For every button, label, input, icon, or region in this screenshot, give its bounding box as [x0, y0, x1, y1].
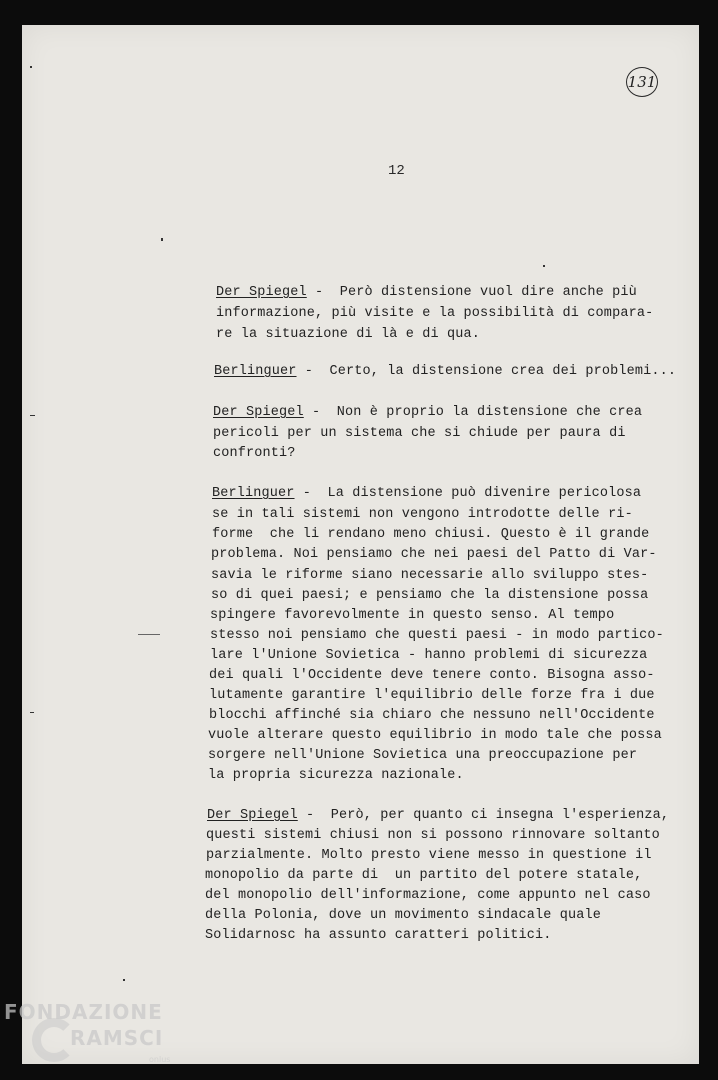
scan-speck — [30, 415, 35, 416]
dialogue-line: informazione, più visite e la possibilità di compara- — [216, 306, 654, 321]
scan-speck — [543, 265, 545, 267]
scan-speck — [161, 238, 163, 241]
archive-watermark-logo — [4, 1000, 184, 1078]
dialogue-first-line: Però distensione vuol dire anche più — [339, 285, 637, 300]
dialogue-line: lutamente garantire l'equilibrio delle forze fra i due — [209, 688, 655, 703]
speaker-name: Berlinguer — [214, 364, 297, 379]
dialogue-line: Solidarnosc ha assunto caratteri politici. — [205, 928, 552, 943]
dialogue-line: spingere favorevolmente in questo senso. Al tempo — [210, 608, 615, 623]
speaker-name: Der Spiegel — [207, 808, 298, 823]
scan-speck — [30, 712, 34, 713]
speaker-name: Berlinguer — [212, 486, 295, 501]
dialogue-entry: Der Spiegel - Però distensione vuol dire anche più — [216, 285, 637, 300]
dialogue-line: monopolio da parte di un partito del potere statale, — [205, 868, 643, 883]
dialogue-line: la propria sicurezza nazionale. — [208, 768, 464, 783]
dialogue-line: confronti? — [213, 446, 296, 461]
dialogue-first-line: La distensione può divenire pericolosa — [327, 486, 642, 501]
dialogue-line: savia le riforme siano necessarie allo sviluppo stes- — [211, 568, 649, 583]
dialogue-line: so di quei paesi; e pensiamo che la distensione possa — [211, 588, 649, 603]
dialogue-line: vuole alterare questo equilibrio in modo tale che possa — [208, 728, 662, 743]
dialogue-line: sorgere nell'Unione Sovietica una preoccupazione per — [208, 748, 638, 763]
dialogue-line: questi sistemi chiusi non si possono rinnovare soltanto — [206, 828, 660, 843]
dialogue-first-line: Non è proprio la distensione che crea — [336, 405, 643, 420]
dialogue-entry: Der Spiegel - Però, per quanto ci insegna l'esperienza, — [207, 808, 670, 823]
dialogue-line: del monopolio dell'informazione, come appunto nel caso — [205, 888, 651, 903]
scan-speck — [138, 634, 160, 635]
dialogue-line: forme che li rendano meno chiusi. Questo è il grande — [212, 527, 650, 542]
dialogue-line: lare l'Unione Sovietica - hanno problemi di sicurezza — [210, 648, 648, 663]
speaker-name: Der Spiegel — [216, 285, 307, 300]
dialogue-line: re la situazione di là e di qua. — [216, 327, 481, 342]
dialogue-line: pericoli per un sistema che si chiude per paura di — [213, 426, 626, 441]
dialogue-line: blocchi affinché sia chiaro che nessuno nell'Occidente — [209, 708, 655, 723]
dialogue-entry: Der Spiegel - Non è proprio la distensione che crea — [213, 405, 643, 420]
dialogue-line: dei quali l'Occidente deve tenere conto. Bisogna asso- — [209, 668, 655, 683]
dialogue-line: della Polonia, dove un movimento sindacale quale — [205, 908, 602, 923]
page-number: 12 — [388, 163, 405, 179]
dialogue-first-line: Però, per quanto ci insegna l'esperienza, — [330, 808, 670, 823]
scan-speck — [30, 66, 32, 68]
watermark-subtitle: onlus — [149, 1055, 171, 1064]
dialogue-entry: Berlinguer - La distensione può divenire pericolosa — [212, 486, 642, 501]
dialogue-first-line: Certo, la distensione crea dei problemi... — [329, 364, 677, 379]
scan-speck — [123, 979, 125, 981]
dialogue-line: parzialmente. Molto presto viene messo in questione il — [206, 848, 652, 863]
dialogue-line: problema. Noi pensiamo che nei paesi del Patto di Var- — [211, 547, 657, 562]
archive-number-stamp: 131 — [626, 67, 658, 97]
watermark-line2: RAMSCI — [70, 1026, 164, 1050]
dialogue-line: stesso noi pensiamo che questi paesi - in modo partico- — [210, 628, 664, 643]
watermark-line1: FONDAZIONE — [4, 1000, 163, 1024]
speaker-name: Der Spiegel — [213, 405, 304, 420]
dialogue-line: se in tali sistemi non vengono introdotte delle ri- — [212, 507, 633, 522]
dialogue-entry: Berlinguer - Certo, la distensione crea dei problemi... — [214, 364, 677, 379]
